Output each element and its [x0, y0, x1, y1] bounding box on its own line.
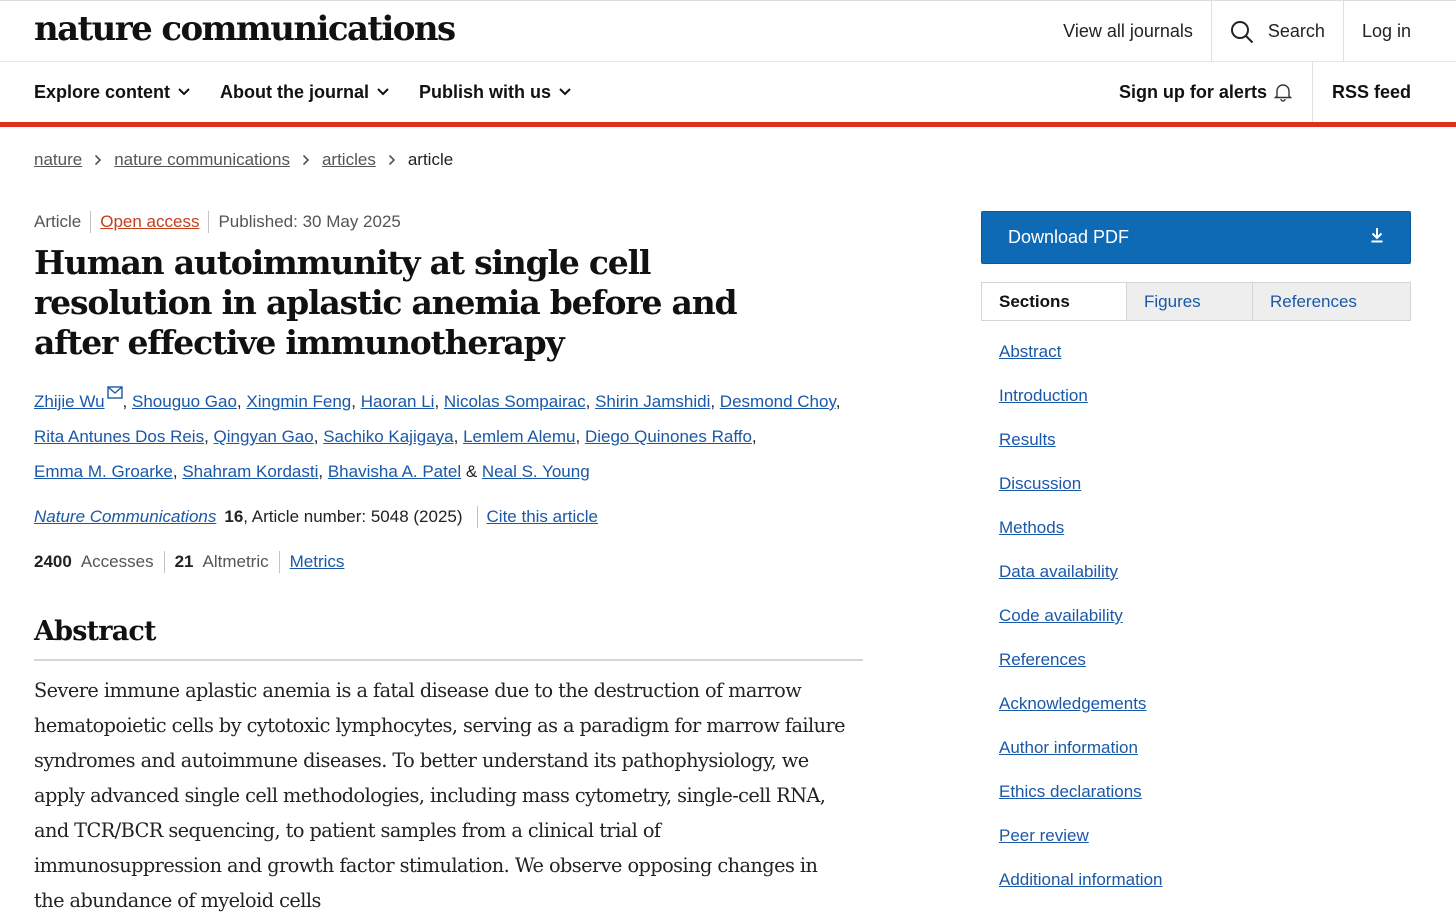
list-item [999, 737, 1162, 781]
author-link[interactable]: Lemlem Alemu [463, 427, 576, 446]
author-link[interactable]: Shouguo Gao [132, 392, 237, 411]
nav-menus [34, 62, 571, 122]
author-link[interactable]: Zhijie Wu [34, 392, 105, 411]
chevron-right-icon [388, 154, 396, 166]
volume-number: 16 [224, 507, 244, 526]
article-meta [34, 211, 401, 233]
author-link[interactable]: Rita Antunes Dos Reis [34, 427, 205, 446]
cite-article-link[interactable]: Cite this article [486, 507, 598, 526]
section-list [999, 341, 1162, 913]
author-link[interactable]: Diego Quinones Raffo [584, 427, 752, 446]
breadcrumb-nature-communications[interactable]: nature communications [114, 150, 290, 169]
author-list [34, 384, 844, 489]
search-label: Search [1267, 21, 1325, 41]
author-separator: , [710, 392, 720, 411]
author-link[interactable]: Shirin Jamshidi [595, 392, 711, 411]
author-separator: , [585, 392, 596, 411]
section-link-ethics-declarations[interactable]: Ethics declarations [999, 782, 1142, 801]
author-link[interactable]: Bhavisha A. Patel [327, 462, 462, 481]
author-separator: , [453, 427, 464, 446]
section-link-code-availability[interactable]: Code availability [999, 606, 1123, 625]
section-link-acknowledgements[interactable]: Acknowledgements [999, 694, 1147, 713]
meta-divider [90, 211, 91, 233]
journal-logo[interactable]: nature communications [34, 9, 455, 49]
tab-references[interactable]: References [1252, 283, 1410, 320]
altmetric-count: 21 [174, 552, 194, 571]
abstract-text: Severe immune aplastic anemia is a fatal disease due to the destruction of marrow hematopoietic cells by cytotoxic lymphocytes, serving as a paradigm for marrow failure syndromes and autoimmune diseases. To better understand its pathophysiology, we apply advanced single cell methodologies, including mass cytometry, single-cell RNA, and TCR/BCR sequencing, to patient samples from a clinical trial of immunosuppression and growth factor stimulation. We observe opposing changes in the abundance of myeloid cells [34, 679, 846, 912]
main-nav [0, 62, 1456, 122]
article-number: , Article number: 5048 (2025) [243, 507, 463, 526]
author-separator: , [751, 427, 757, 446]
section-link-peer-review[interactable]: Peer review [999, 826, 1089, 845]
published-date: Published: 30 May 2025 [218, 212, 401, 231]
alerts-label: Sign up for alerts [1118, 81, 1267, 102]
explore-content-label: Explore content [34, 81, 171, 102]
section-link-author-information[interactable]: Author information [999, 738, 1138, 757]
author-separator: , [434, 392, 444, 411]
metrics-divider [164, 551, 165, 573]
chevron-down-icon [559, 88, 571, 96]
list-item [999, 649, 1162, 693]
tab-figures[interactable]: Figures [1126, 283, 1252, 320]
download-pdf-label: Download PDF [1008, 227, 1130, 247]
author-separator: , [172, 462, 183, 481]
publish-menu[interactable] [419, 82, 571, 103]
author-separator: , [236, 392, 247, 411]
meta-divider [208, 211, 209, 233]
download-icon [1370, 227, 1384, 248]
list-item [999, 869, 1162, 913]
list-item [999, 517, 1162, 561]
altmetric-label: Altmetric [202, 552, 269, 571]
author-link[interactable]: Haoran Li [360, 392, 435, 411]
list-item [999, 473, 1162, 517]
author-separator: , [122, 392, 132, 411]
section-link-data-availability[interactable]: Data availability [999, 562, 1119, 581]
author-link[interactable]: Qingyan Gao [213, 427, 314, 446]
bell-icon [1273, 82, 1293, 102]
breadcrumb-current: article [407, 150, 454, 169]
top-bar [0, 0, 1456, 62]
top-utility-links [1045, 1, 1456, 62]
publish-label: Publish with us [419, 81, 552, 102]
author-separator: , [318, 462, 328, 481]
download-pdf-button[interactable] [981, 211, 1411, 264]
section-link-introduction[interactable]: Introduction [999, 386, 1088, 405]
chevron-down-icon [377, 88, 389, 96]
rss-feed-link[interactable]: RSS feed [1312, 62, 1456, 122]
explore-content-menu[interactable] [34, 82, 190, 103]
list-item [999, 605, 1162, 649]
list-item [999, 341, 1162, 385]
metrics-divider [279, 551, 280, 573]
mail-icon[interactable] [107, 386, 123, 399]
author-link[interactable]: Sachiko Kajigaya [323, 427, 454, 446]
accesses-label: Accesses [80, 552, 154, 571]
section-link-results[interactable]: Results [999, 430, 1056, 449]
section-link-references[interactable]: References [999, 650, 1086, 669]
list-item [999, 825, 1162, 869]
breadcrumb-articles[interactable]: articles [321, 150, 376, 169]
accesses-count: 2400 [34, 552, 72, 571]
article-type: Article [34, 212, 82, 231]
author-separator: , [575, 427, 585, 446]
section-link-discussion[interactable]: Discussion [999, 474, 1082, 493]
chevron-right-icon [302, 154, 310, 166]
list-item [999, 429, 1162, 473]
search-button[interactable] [1211, 1, 1343, 62]
abstract-heading: Abstract [34, 616, 156, 647]
list-item [999, 781, 1162, 825]
author-separator: , [835, 392, 841, 411]
citation-line [34, 506, 598, 528]
open-access-link[interactable]: Open access [100, 212, 200, 231]
author-separator: & [461, 462, 482, 481]
tab-sections[interactable]: Sections [982, 283, 1126, 320]
journal-link[interactable]: Nature Communications [34, 507, 217, 526]
author-separator: , [351, 392, 361, 411]
chevron-down-icon [178, 88, 190, 96]
abstract-divider [34, 659, 863, 661]
article-title: Human autoimmunity at single cell resolution in aplastic anemia before and after effective immunotherapy [34, 243, 737, 362]
article-metrics [34, 551, 344, 573]
author-separator: , [204, 427, 214, 446]
accent-divider [0, 122, 1456, 127]
about-journal-menu[interactable] [220, 82, 389, 103]
about-journal-label: About the journal [220, 81, 370, 102]
author-link[interactable]: Desmond Choy [719, 392, 836, 411]
alerts-signup-link[interactable] [1100, 62, 1312, 122]
login-link[interactable]: Log in [1343, 1, 1456, 62]
author-separator: , [313, 427, 324, 446]
breadcrumb [34, 150, 453, 170]
view-all-journals-link[interactable]: View all journals [1063, 21, 1193, 41]
author-link[interactable]: Neal S. Young [481, 462, 590, 481]
sidebar-tabs [981, 282, 1411, 321]
section-link-abstract[interactable]: Abstract [999, 342, 1062, 361]
author-link[interactable]: Emma M. Groarke [34, 462, 173, 481]
author-link[interactable]: Nicolas Sompairac [443, 392, 586, 411]
chevron-right-icon [94, 154, 102, 166]
author-link[interactable]: Xingmin Feng [246, 392, 352, 411]
author-link[interactable]: Shahram Kordasti [182, 462, 319, 481]
nav-actions [1100, 62, 1456, 122]
list-item [999, 561, 1162, 605]
section-link-methods[interactable]: Methods [999, 518, 1065, 537]
citation-divider [477, 506, 478, 528]
list-item [999, 693, 1162, 737]
metrics-link[interactable]: Metrics [289, 552, 345, 571]
breadcrumb-nature[interactable]: nature [34, 150, 83, 169]
section-link-additional-information[interactable]: Additional information [999, 870, 1163, 889]
search-icon [1230, 20, 1254, 44]
list-item [999, 385, 1162, 429]
